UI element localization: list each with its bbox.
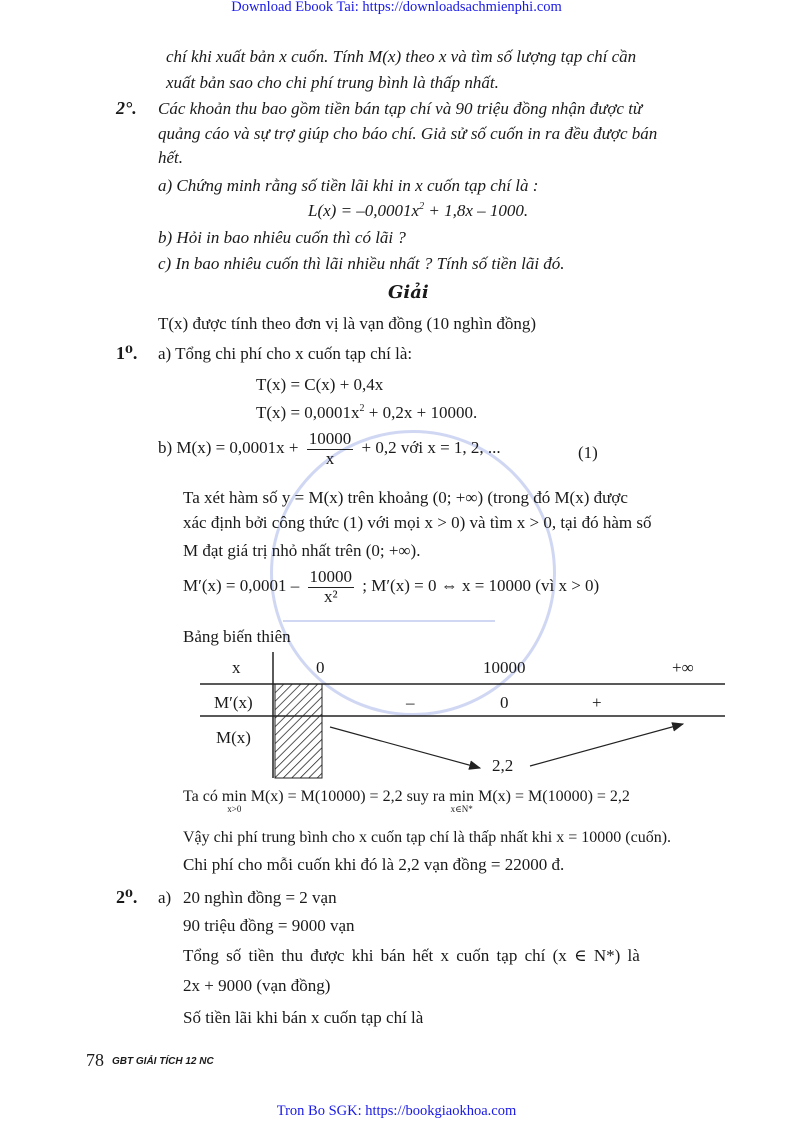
solution-number: 2⁰.	[116, 887, 138, 907]
problem-line: hết.	[158, 148, 184, 167]
book-title: GBT GIẢI TÍCH 12 NC	[112, 1056, 214, 1067]
table-x-value: 0	[316, 658, 325, 677]
unit-note: T(x) được tính theo đơn vị là vạn đồng (10 nghìn đồng)	[158, 314, 536, 333]
equation-text: + 0,2x + 10000.	[364, 403, 478, 422]
solution-text: M đạt giá trị nhỏ nhất trên (0; +∞).	[183, 541, 421, 560]
denominator: x	[325, 448, 335, 468]
table-sign: 0	[500, 693, 509, 712]
text: Ta có	[183, 788, 218, 805]
solution-text: xác định bởi công thức (1) với mọi x > 0) và tìm x > 0, tại đó hàm số	[183, 513, 652, 532]
table-sign: +	[592, 693, 602, 712]
problem-line: xuất bản sao cho chi phí trung bình là thấp nhất.	[166, 73, 499, 92]
table-row-label: M(x)	[216, 728, 251, 747]
profit-formula: $L(x) = -0,0001x^2 + 1,8x - 1000$.	[308, 201, 529, 220]
min-subscript: x∈N*	[450, 804, 473, 814]
solution-heading: Giải	[388, 282, 429, 303]
solution-text: 90 triệu đồng = 9000 vạn	[183, 916, 355, 935]
numerator: 10000	[309, 567, 352, 586]
header-download-link[interactable]: Download Ebook Tai: https://downloadsachmienphi.com	[231, 0, 562, 15]
equation-tag: (1)	[578, 443, 598, 462]
solution-text: 2x + 9000 (vạn đồng)	[183, 976, 331, 995]
min-operator	[222, 789, 247, 814]
solution-number: 1⁰.	[116, 343, 138, 363]
problem-line: chí khi xuất bản x cuốn. Tính M(x) theo x và tìm số lượng tạp chí cần	[166, 47, 637, 66]
problem-part-c: c) In bao nhiêu cuốn thì lãi nhiều nhất ? Tính số tiền lãi đó.	[158, 254, 565, 273]
problem-part-b: b) Hỏi in bao nhiêu cuốn thì có lãi ?	[158, 228, 406, 247]
minimum-statement	[183, 789, 630, 814]
text: M(x) = M(10000) = 2,2 suy ra	[250, 788, 446, 805]
page-number: 78	[86, 1050, 104, 1070]
hatched-region	[275, 684, 322, 778]
equation-text: M′(x) = 0,0001 –	[183, 576, 300, 596]
conclusion: Chi phí cho mỗi cuốn khi đó là 2,2 vạn đồng = 22000 đ.	[183, 855, 565, 874]
equation: $T(x) = 0,0001x^2 + 0,2x + 10000$.	[256, 403, 478, 422]
formula-text: + 1,8x – 1000.	[424, 201, 529, 220]
solution-text: 20 nghìn đồng = 2 vạn	[183, 888, 337, 907]
solution-text: Tổng số tiền thu được khi bán hết x cuốn tạp chí (x ∈ N*) là	[183, 946, 640, 965]
equation-text: T(x) = 0,0001x	[256, 403, 360, 422]
min-word: min	[449, 788, 475, 805]
table-row-label: x	[232, 658, 241, 677]
table-x-value: +∞	[672, 658, 694, 677]
footer-sgk-link[interactable]: Tron Bo SGK: https://bookgiaokhoa.com	[276, 1103, 517, 1119]
numerator: 10000	[308, 429, 352, 448]
problem-part-a: a) Chứng minh rằng số tiền lãi khi in x cuốn tạp chí là :	[158, 176, 539, 195]
min-operator	[449, 789, 474, 814]
table-sign: –	[406, 693, 415, 712]
text: M(x) = M(10000) = 2,2	[478, 788, 630, 805]
table-x-value: 10000	[483, 658, 526, 677]
decreasing-arrow	[330, 727, 480, 768]
problem-number: 2°.	[116, 98, 137, 118]
conclusion: Vậy chi phí trung bình cho x cuốn tạp chí là thấp nhất khi x = 10000 (cuốn).	[183, 829, 672, 846]
solution-text: Ta xét hàm số y = M(x) trên khoảng (0; +∞) (trong đó M(x) được	[183, 488, 628, 507]
equation-text: b) M(x) = 0,0001x +	[158, 438, 299, 458]
table-title: Bảng biến thiên	[183, 627, 291, 646]
table-min-value: 2,2	[492, 756, 514, 775]
problem-line: Các khoản thu bao gồm tiền bán tạp chí và 90 triệu đồng nhận được từ	[158, 99, 643, 118]
solution-text: Số tiền lãi khi bán x cuốn tạp chí là	[183, 1008, 424, 1027]
solution-text: a) Tổng chi phí cho x cuốn tạp chí là:	[158, 344, 413, 363]
equation: T(x) = C(x) + 0,4x	[256, 375, 384, 394]
equation-text: + 0,2 với x = 1, 2, ...	[361, 438, 501, 458]
formula-text: L(x) = –0,0001x	[308, 201, 420, 220]
min-word: min	[221, 788, 247, 805]
denominator: x²	[323, 586, 338, 606]
increasing-arrow	[530, 724, 683, 766]
table-row-label: M′(x)	[214, 693, 253, 712]
part-label: a)	[158, 888, 172, 907]
equation-text: ; M′(x) = 0 ⇔ x = 10000 (vì x > 0)	[362, 576, 600, 596]
min-subscript: x>0	[227, 804, 242, 814]
problem-line: quảng cáo và sự trợ giúp cho báo chí. Giả sử số cuốn in ra đều được bán	[158, 124, 658, 143]
